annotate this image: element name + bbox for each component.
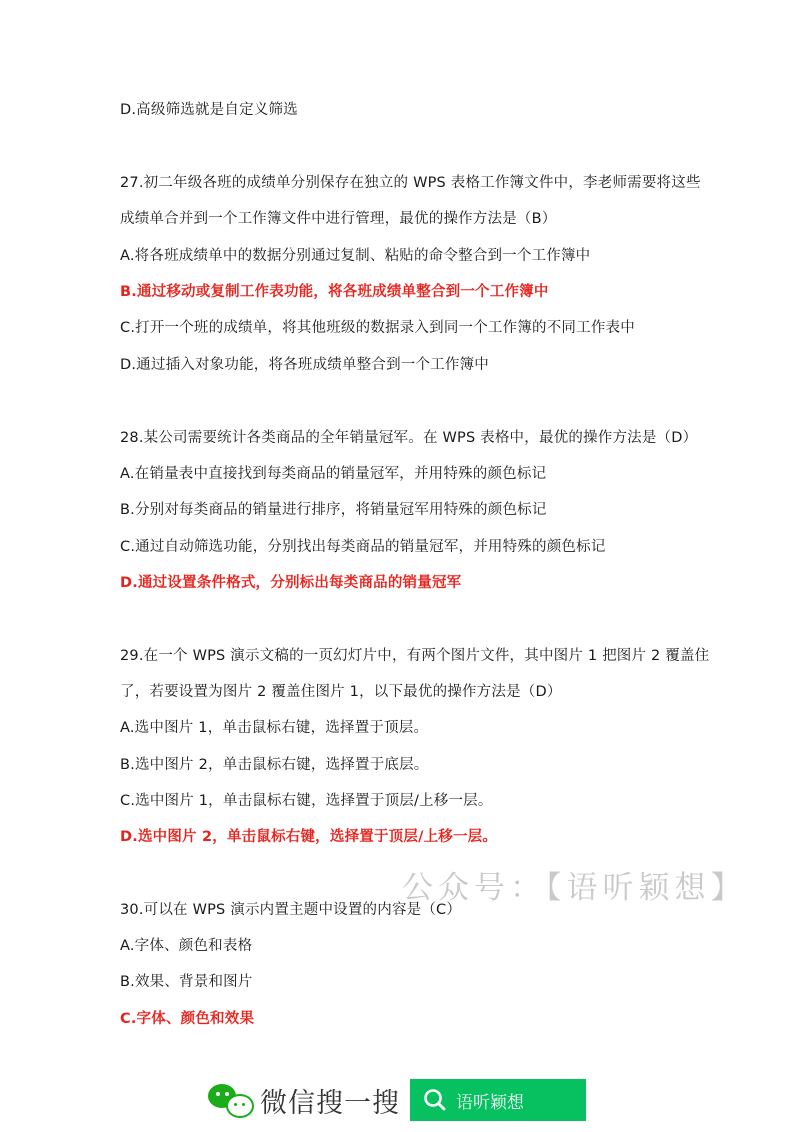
- q27-option-d: D.通过插入对象功能，将各班成绩单整合到一个工作簿中: [120, 357, 489, 373]
- q30-stem-line1: 30.可以在 WPS 演示内置主题中设置的内容是（C）: [120, 902, 462, 918]
- q28-stem-line1: 28.某公司需要统计各类商品的全年销量冠军。在 WPS 表格中，最优的操作方法是（D）: [120, 430, 698, 446]
- q29-stem-line2: 了，若要设置为图片 2 覆盖住图片 1，以下最优的操作方法是（D）: [120, 684, 562, 700]
- q27-stem-line1: 27.初二年级各班的成绩单分别保存在独立的 WPS 表格工作簿文件中，李老师需要将这些: [120, 175, 701, 191]
- q29-option-a: A.选中图片 1，单击鼠标右键，选择置于顶层。: [120, 720, 429, 736]
- prev-question-option-d: D.高级筛选就是自定义筛选: [120, 102, 298, 118]
- q29-stem-line1: 29.在一个 WPS 演示文稿的一页幻灯片中，有两个图片文件，其中图片 1 把图片 2 覆盖住: [120, 648, 710, 664]
- search-button[interactable]: [410, 1079, 586, 1121]
- q28-option-b: B.分别对每类商品的销量进行排序，将销量冠军用特殊的颜色标记: [120, 502, 547, 518]
- search-icon: [422, 1087, 448, 1113]
- search-keyword: 语听颖想: [456, 1092, 524, 1113]
- q29-option-b: B.选中图片 2，单击鼠标右键，选择置于底层。: [120, 757, 429, 773]
- q27-option-c: C.打开一个班的成绩单，将其他班级的数据录入到同一个工作簿的不同工作表中: [120, 320, 635, 336]
- q28-option-a: A.在销量表中直接找到每类商品的销量冠军，并用特殊的颜色标记: [120, 466, 547, 482]
- wechat-search-label: 微信搜一搜: [260, 1087, 400, 1119]
- q30-option-c-answer: C.字体、颜色和效果: [120, 1011, 255, 1027]
- watermark-text: 公众号：【语听颖想】: [402, 870, 747, 906]
- q27-option-b-answer: B.通过移动或复制工作表功能，将各班成绩单整合到一个工作簿中: [120, 284, 549, 300]
- q28-option-c: C.通过自动筛选功能，分别找出每类商品的销量冠军，并用特殊的颜色标记: [120, 539, 606, 555]
- q27-stem-line2: 成绩单合并到一个工作簿文件中进行管理，最优的操作方法是（B）: [120, 211, 557, 227]
- q28-option-d-answer: D.通过设置条件格式，分别标出每类商品的销量冠军: [120, 575, 462, 591]
- wechat-icon: [206, 1082, 252, 1118]
- q30-option-a: A.字体、颜色和表格: [120, 938, 253, 954]
- q30-option-b: B.效果、背景和图片: [120, 974, 253, 990]
- q29-option-d-answer: D.选中图片 2，单击鼠标右键，选择置于顶层/上移一层。: [120, 829, 498, 845]
- wechat-search-banner[interactable]: [206, 1078, 586, 1122]
- q29-option-c: C.选中图片 1，单击鼠标右键，选择置于顶层/上移一层。: [120, 793, 493, 809]
- q27-option-a: A.将各班成绩单中的数据分别通过复制、粘贴的命令整合到一个工作簿中: [120, 248, 591, 264]
